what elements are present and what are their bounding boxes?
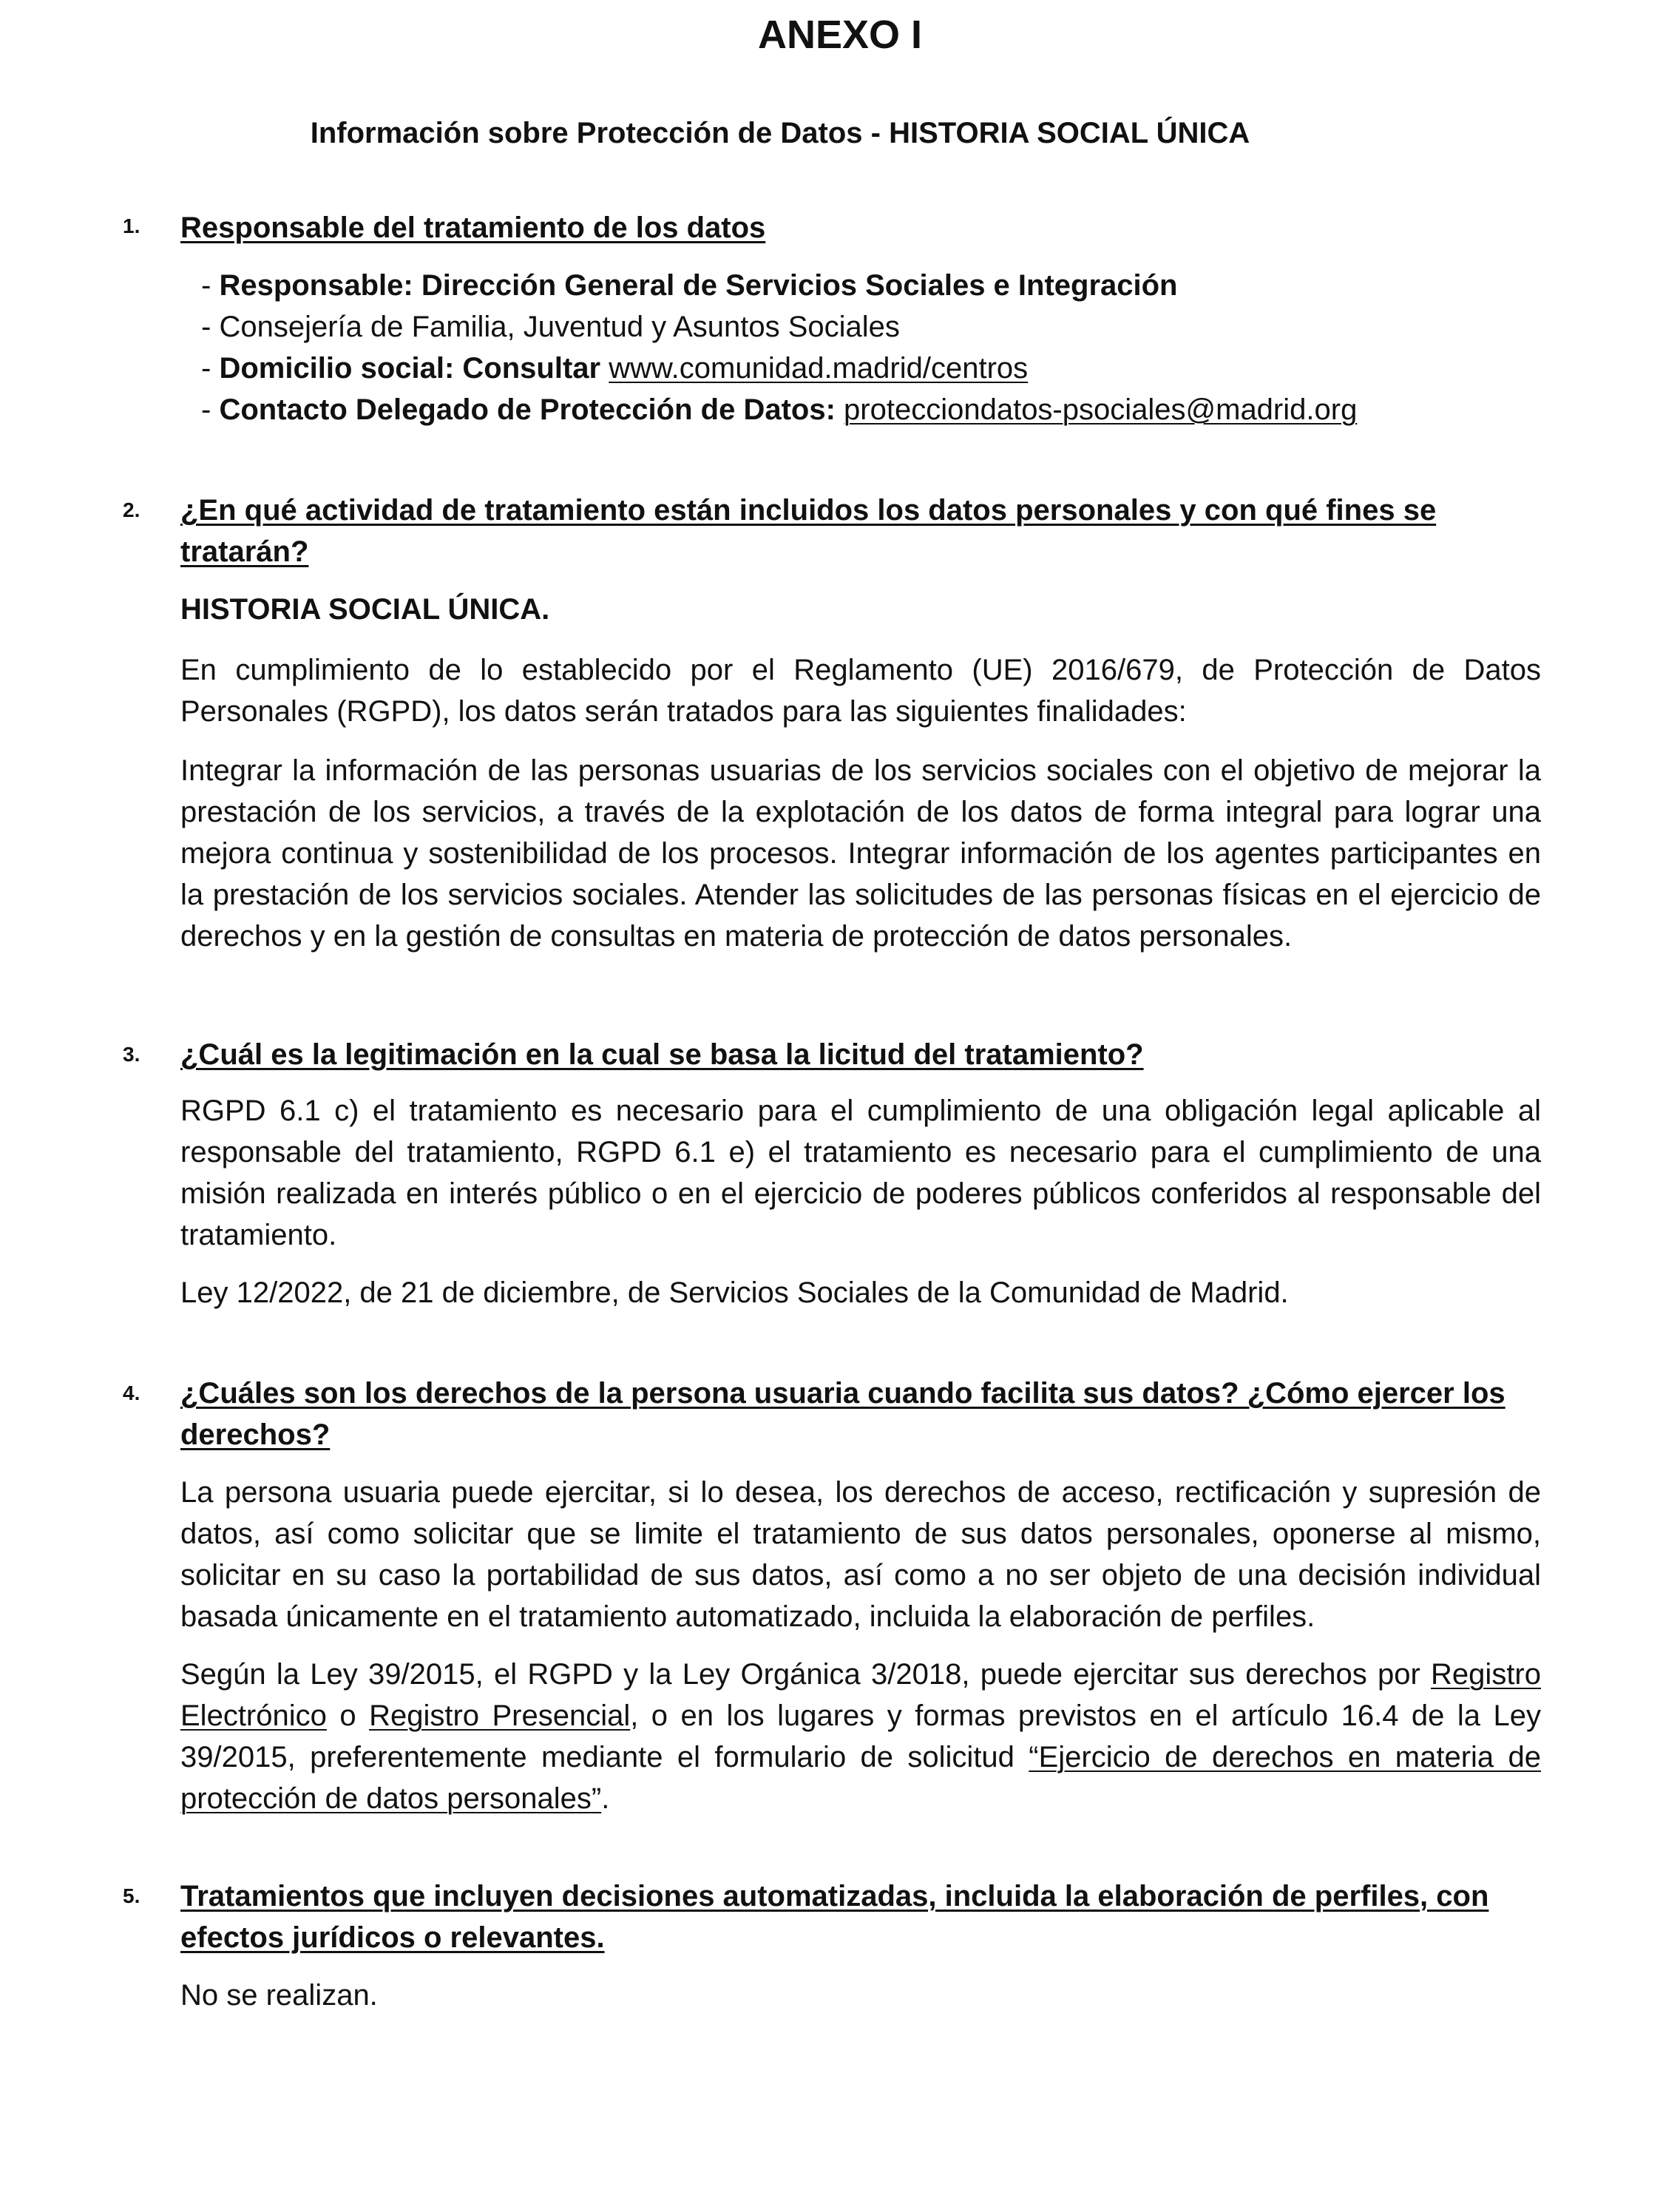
section-3-number: 3. xyxy=(123,1043,140,1066)
section-5-heading: Tratamientos que incluyen decisiones automatizadas, incluida la elaboración de perfiles, con efectos jurídicos o relevantes. xyxy=(180,1880,1489,1954)
contacto-label: Contacto Delegado de Protección de Datos: xyxy=(219,393,836,426)
list-item: - Domicilio social: Consultar www.comunidad.madrid/centros xyxy=(201,352,1029,385)
section-4-paragraph-2 xyxy=(180,1654,1541,1819)
document-subtitle: Información sobre Protección de Datos - HISTORIA SOCIAL ÚNICA xyxy=(310,117,1250,149)
section-3-heading: ¿Cuál es la legitimación en la cual se basa la licitud del tratamiento? xyxy=(180,1038,1144,1071)
registro-electronico-link[interactable]: Registro Electrónico xyxy=(180,1658,1541,1732)
paragraph-text: , o en los lugares y formas previstos en el artículo 16.4 de la Ley 39/2015, preferentemente mediante el formulario de solicitud xyxy=(180,1699,1541,1773)
list-item: - Responsable: Dirección General de Servicios Sociales e Integración xyxy=(201,269,1178,302)
section-5-paragraph-1: No se realizan. xyxy=(180,1979,378,2012)
section-2-heading: ¿En qué actividad de tratamiento están incluidos los datos personales y con qué fines se tratarán? xyxy=(180,494,1437,568)
email-link[interactable]: protecciondatos-psociales@madrid.org xyxy=(844,393,1358,426)
paragraph-text: Según la Ley 39/2015, el RGPD y la Ley Orgánica 3/2018, puede ejercitar sus derechos por xyxy=(180,1658,1432,1691)
section-3-paragraph-2: Ley 12/2022, de 21 de diciembre, de Servicios Sociales de la Comunidad de Madrid. xyxy=(180,1276,1289,1309)
list-item: - Contacto Delegado de Protección de Datos: protecciondatos-psociales@madrid.org xyxy=(201,393,1358,426)
section-4-number: 4. xyxy=(123,1381,140,1404)
registro-presencial-link[interactable]: Registro Presencial xyxy=(369,1699,631,1732)
section-2-paragraph-1: En cumplimiento de lo establecido por el Reglamento (UE) 2016/679, de Protección de Datos Personales (RGPD), los datos serán tratados para las siguientes finalidades: xyxy=(180,654,1541,728)
section-2-paragraph-2: Integrar la información de las personas usuarias de los servicios sociales con el objetivo de mejorar la prestación de los servicios, a través de la explotación de los datos de forma integral para lograr una mejora continua y sostenibilidad de los procesos. Integrar información de los agentes participantes en la prestación de los servicios sociales. Atender las solicitudes de las personas físicas en el ejercicio de derechos y en la gestión de consultas en materia de protección de datos personales. xyxy=(180,754,1541,953)
page-title: ANEXO I xyxy=(757,13,923,57)
section-1-number: 1. xyxy=(123,214,140,237)
responsable-label: Responsable: Dirección General de Servicios Sociales e Integración xyxy=(219,269,1178,302)
centros-link[interactable]: www.comunidad.madrid/centros xyxy=(609,352,1029,385)
section-4-paragraph-1: La persona usuaria puede ejercitar, si lo desea, los derechos de acceso, rectificación y supresión de datos, así como solicitar que se limite el tratamiento de sus datos personales, oponerse al mismo, solicitar en su caso la portabilidad de sus datos, así como a no ser objeto de una decisión individual basada únicamente en el tratamiento automatizado, incluida la elaboración de perfiles. xyxy=(180,1476,1541,1633)
section-3-paragraph-1: RGPD 6.1 c) el tratamiento es necesario para el cumplimiento de una obligación legal aplicable al responsable del tratamiento, RGPD 6.1 e) el tratamiento es necesario para el cumplimiento de una misión realizada en interés público o en el ejercicio de poderes públicos conferidos al responsable del tratamiento. xyxy=(180,1095,1541,1251)
responsable-list xyxy=(201,265,1357,430)
section-5-number: 5. xyxy=(123,1884,140,1907)
paragraph-text: o xyxy=(326,1699,370,1732)
section-1-heading: Responsable del tratamiento de los datos xyxy=(180,212,766,244)
section-2-number: 2. xyxy=(123,498,140,521)
paragraph-text: . xyxy=(601,1782,610,1815)
ejercicio-derechos-link[interactable]: “Ejercicio de derechos en materia de protección de datos personales” xyxy=(180,1741,1541,1815)
consejeria-text: Consejería de Familia, Juventud y Asuntos Sociales xyxy=(219,311,900,343)
domicilio-label: Domicilio social: Consultar xyxy=(219,352,601,385)
section-4-heading: ¿Cuáles son los derechos de la persona usuaria cuando facilita sus datos? ¿Cómo ejercer los derechos? xyxy=(180,1377,1505,1451)
list-item: - Consejería de Familia, Juventud y Asuntos Sociales xyxy=(201,311,900,343)
section-2-subheading: HISTORIA SOCIAL ÚNICA. xyxy=(180,593,550,626)
